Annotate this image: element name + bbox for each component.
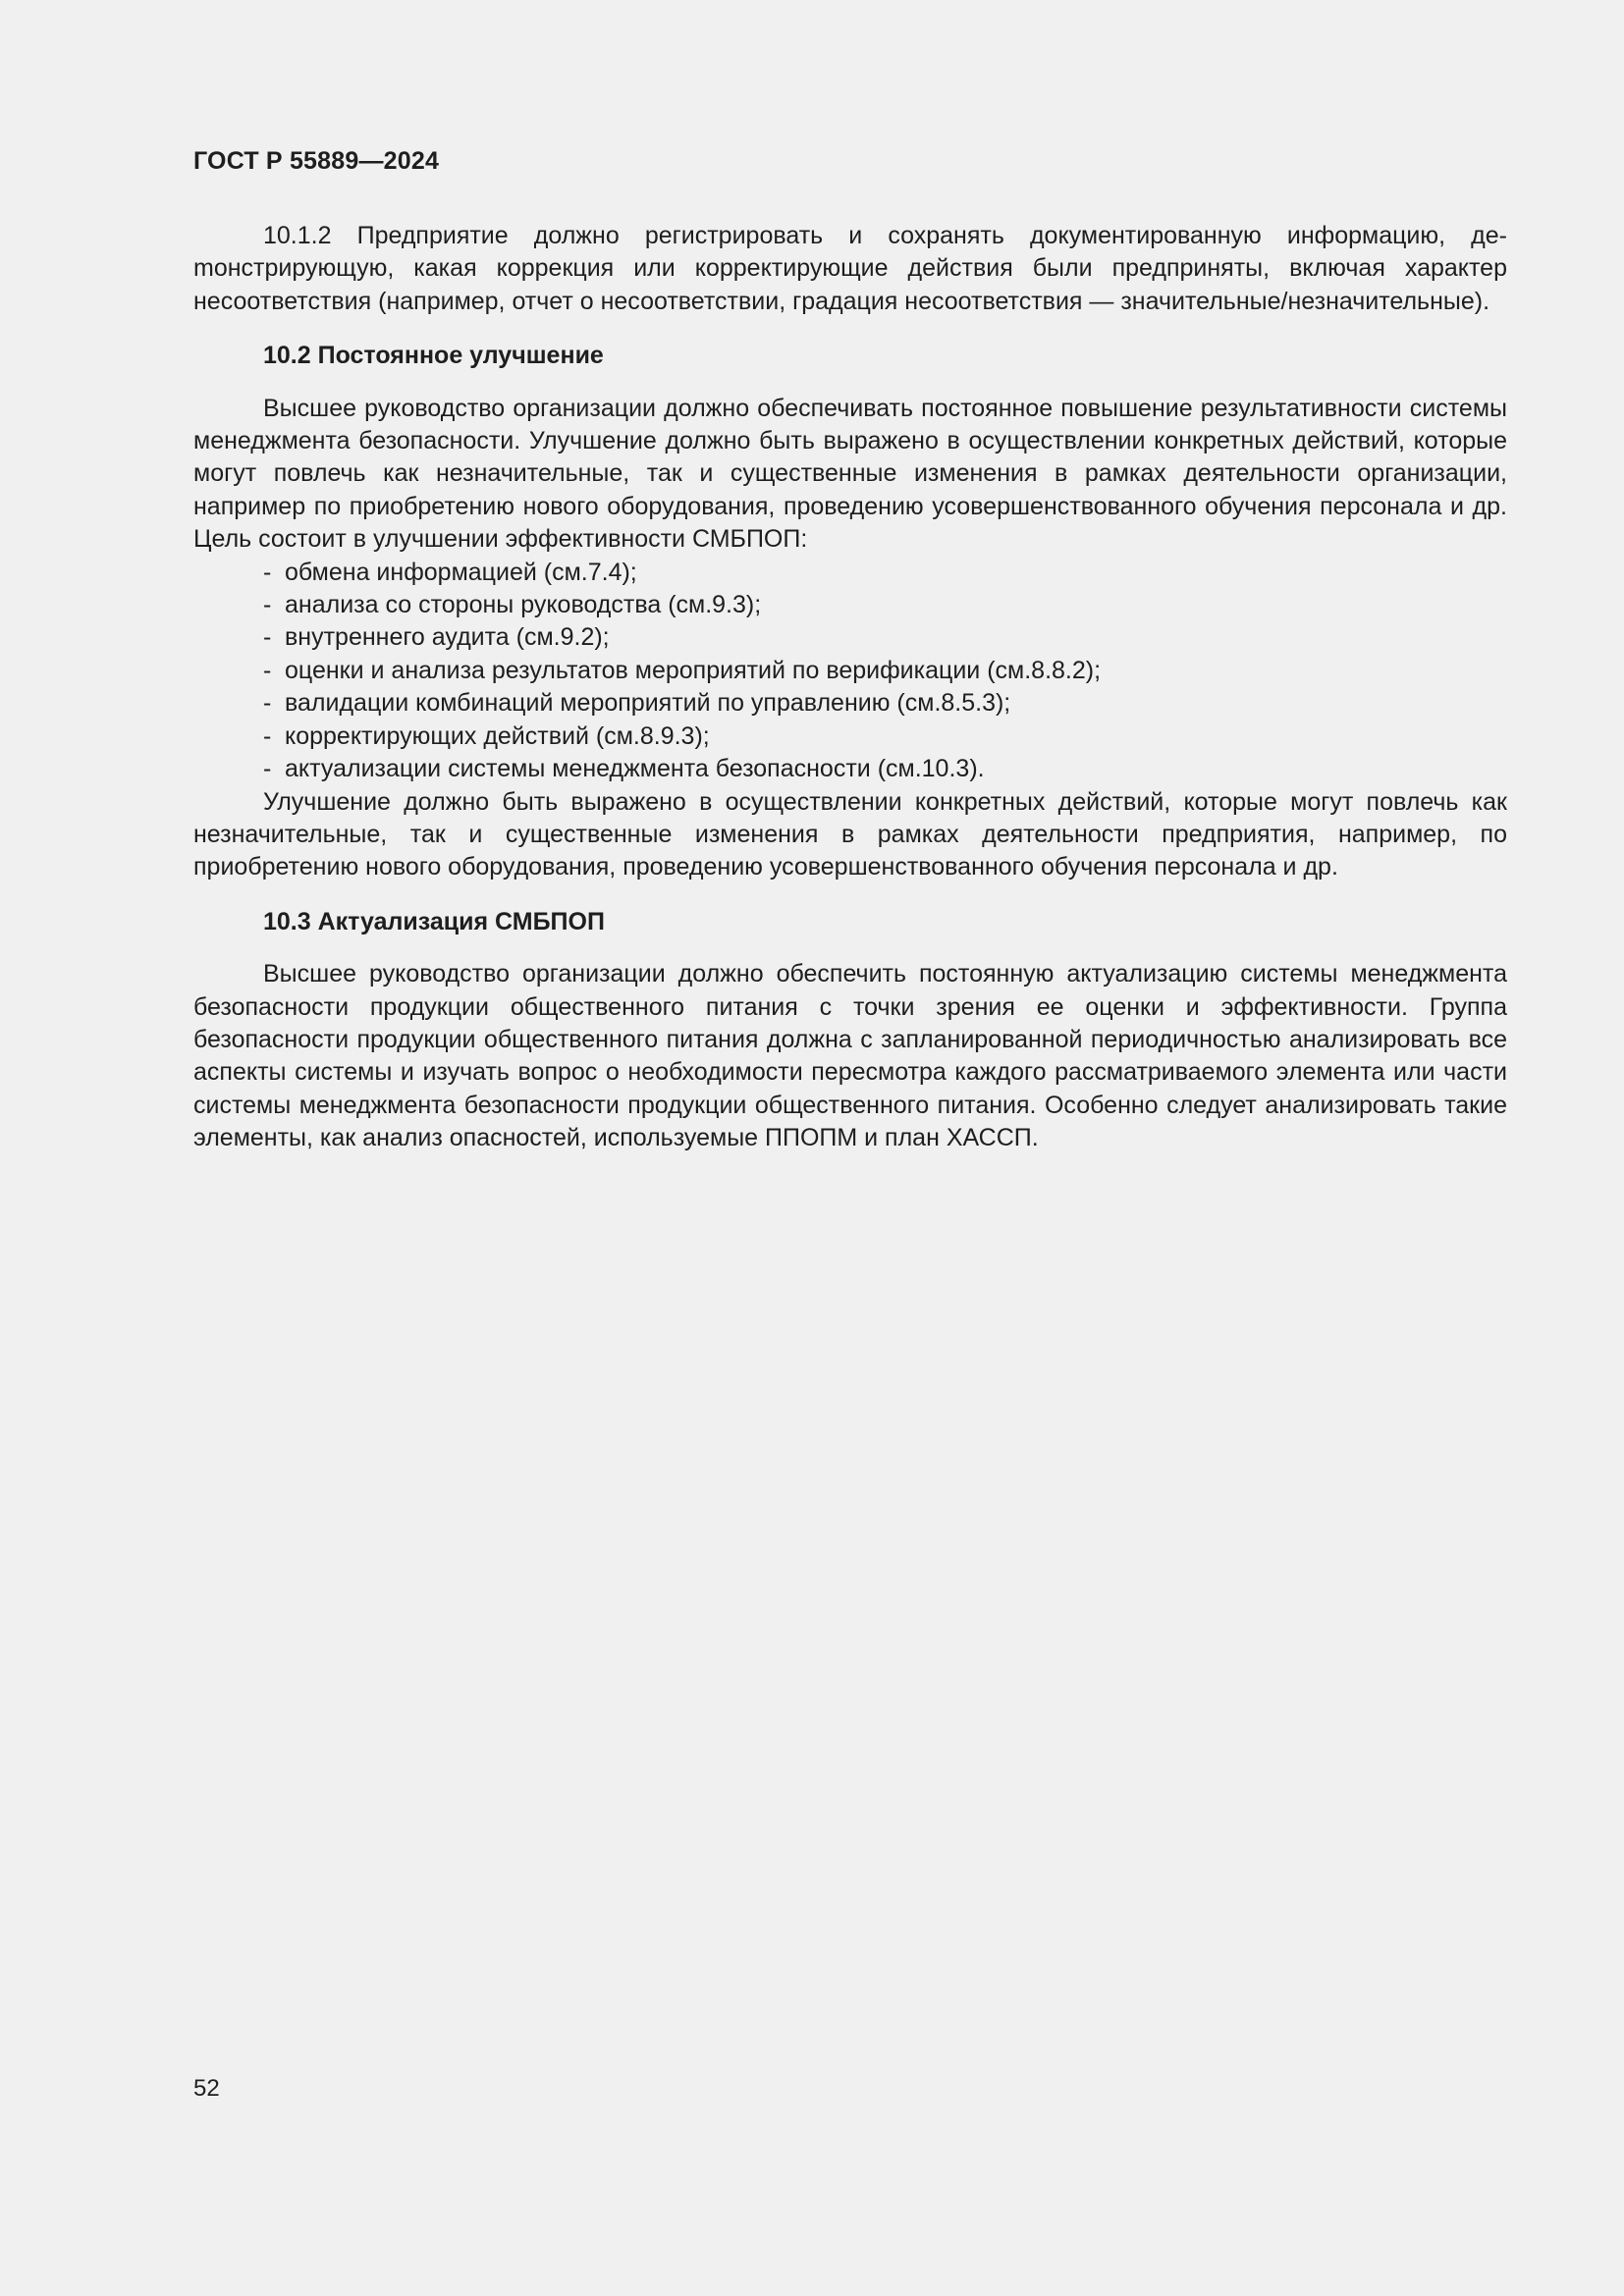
list-dash: -	[263, 721, 272, 750]
list-item	[263, 621, 1507, 654]
list-dash: -	[263, 656, 272, 684]
list-item	[263, 589, 1507, 621]
document-body	[193, 220, 1507, 1155]
section-10-2-closing: Улучшение должно быть выражено в осуществлении конкретных действий, которые могут повлечь как незначительные, так и существенные изменения в рамках деятельности предприятия, например, по приобретению нового оборудования, проведению усовершенствованного обучения персонала и др.	[193, 787, 1507, 881]
list-item-text: корректирующих действий (см.8.9.3);	[285, 721, 710, 750]
section-heading-10-2: 10.2 Постоянное улучшение	[263, 342, 604, 370]
list-item-text: анализа со стороны руководства (см.9.3);	[285, 591, 762, 619]
page-number: 52	[193, 2075, 220, 2102]
document-standard-header: ГОСТ Р 55889—2024	[193, 147, 440, 175]
list-item	[263, 721, 1507, 753]
section-heading-10-3: 10.3 Актуализация СМБПОП	[263, 907, 605, 935]
list-dash: -	[263, 623, 272, 652]
list-item-text: актуализации системы менеджмента безопасности (см.10.3).	[285, 755, 985, 783]
list-item	[263, 655, 1507, 687]
section-10-3-body: Высшее руководство организации должно обеспечить постоянную актуализацию системы менеджмента безопасности продукции общественного питания с точки зрения ее оценки и эффективности. Группа безопасности продукции общественного питания должна с запланированной периодичностью анализировать все аспекты системы и изучать вопрос о необходимости пересмотра каждого рассматриваемого элемента или части системы менеджмента безопасности продукции общественного питания. Особенно следует анализировать такие элементы, как анализ опасностей, используемые ППОПМ и план ХАССП.	[193, 960, 1507, 1152]
paragraph-10-1-2: 10.1.2 Предприятие должно регистрировать и сохранять документированную информацию, деmонстрирующую, какая коррекция или корректирующие действия были предприняты, включая характер несоответствия (например, отчет о несоответствии, градация несоответствия — значительные/незначительные).	[193, 222, 1507, 315]
section-10-2-intro: Высшее руководство организации должно обеспечивать постоянное повышение результативности системы менеджмента безопасности. Улучшение должно быть выражено в осуществлении конкретных действий, которые могут повлечь как незначительные, так и существенные изменения в рамках деятельности организации, например по приобретению нового оборудования, проведению усовершенствованного обучения персонала и др. Цель состоит в улучшении эффективности СМБПОП:	[193, 394, 1507, 554]
list-item-text: валидации комбинаций мероприятий по управлению (см.8.5.3);	[285, 689, 1011, 718]
list-item-text: оценки и анализа результатов мероприятий по верификации (см.8.8.2);	[285, 656, 1102, 684]
list-dash: -	[263, 558, 272, 586]
list-dash: -	[263, 591, 272, 619]
list-dash: -	[263, 689, 272, 718]
list-item	[263, 557, 1507, 589]
list-item	[263, 687, 1507, 720]
improvement-sources-list	[193, 557, 1507, 786]
list-item-text: обмена информацией (см.7.4);	[285, 558, 637, 586]
list-item-text: внутреннего аудита (см.9.2);	[285, 623, 610, 652]
list-item	[263, 753, 1507, 785]
list-dash: -	[263, 755, 272, 783]
